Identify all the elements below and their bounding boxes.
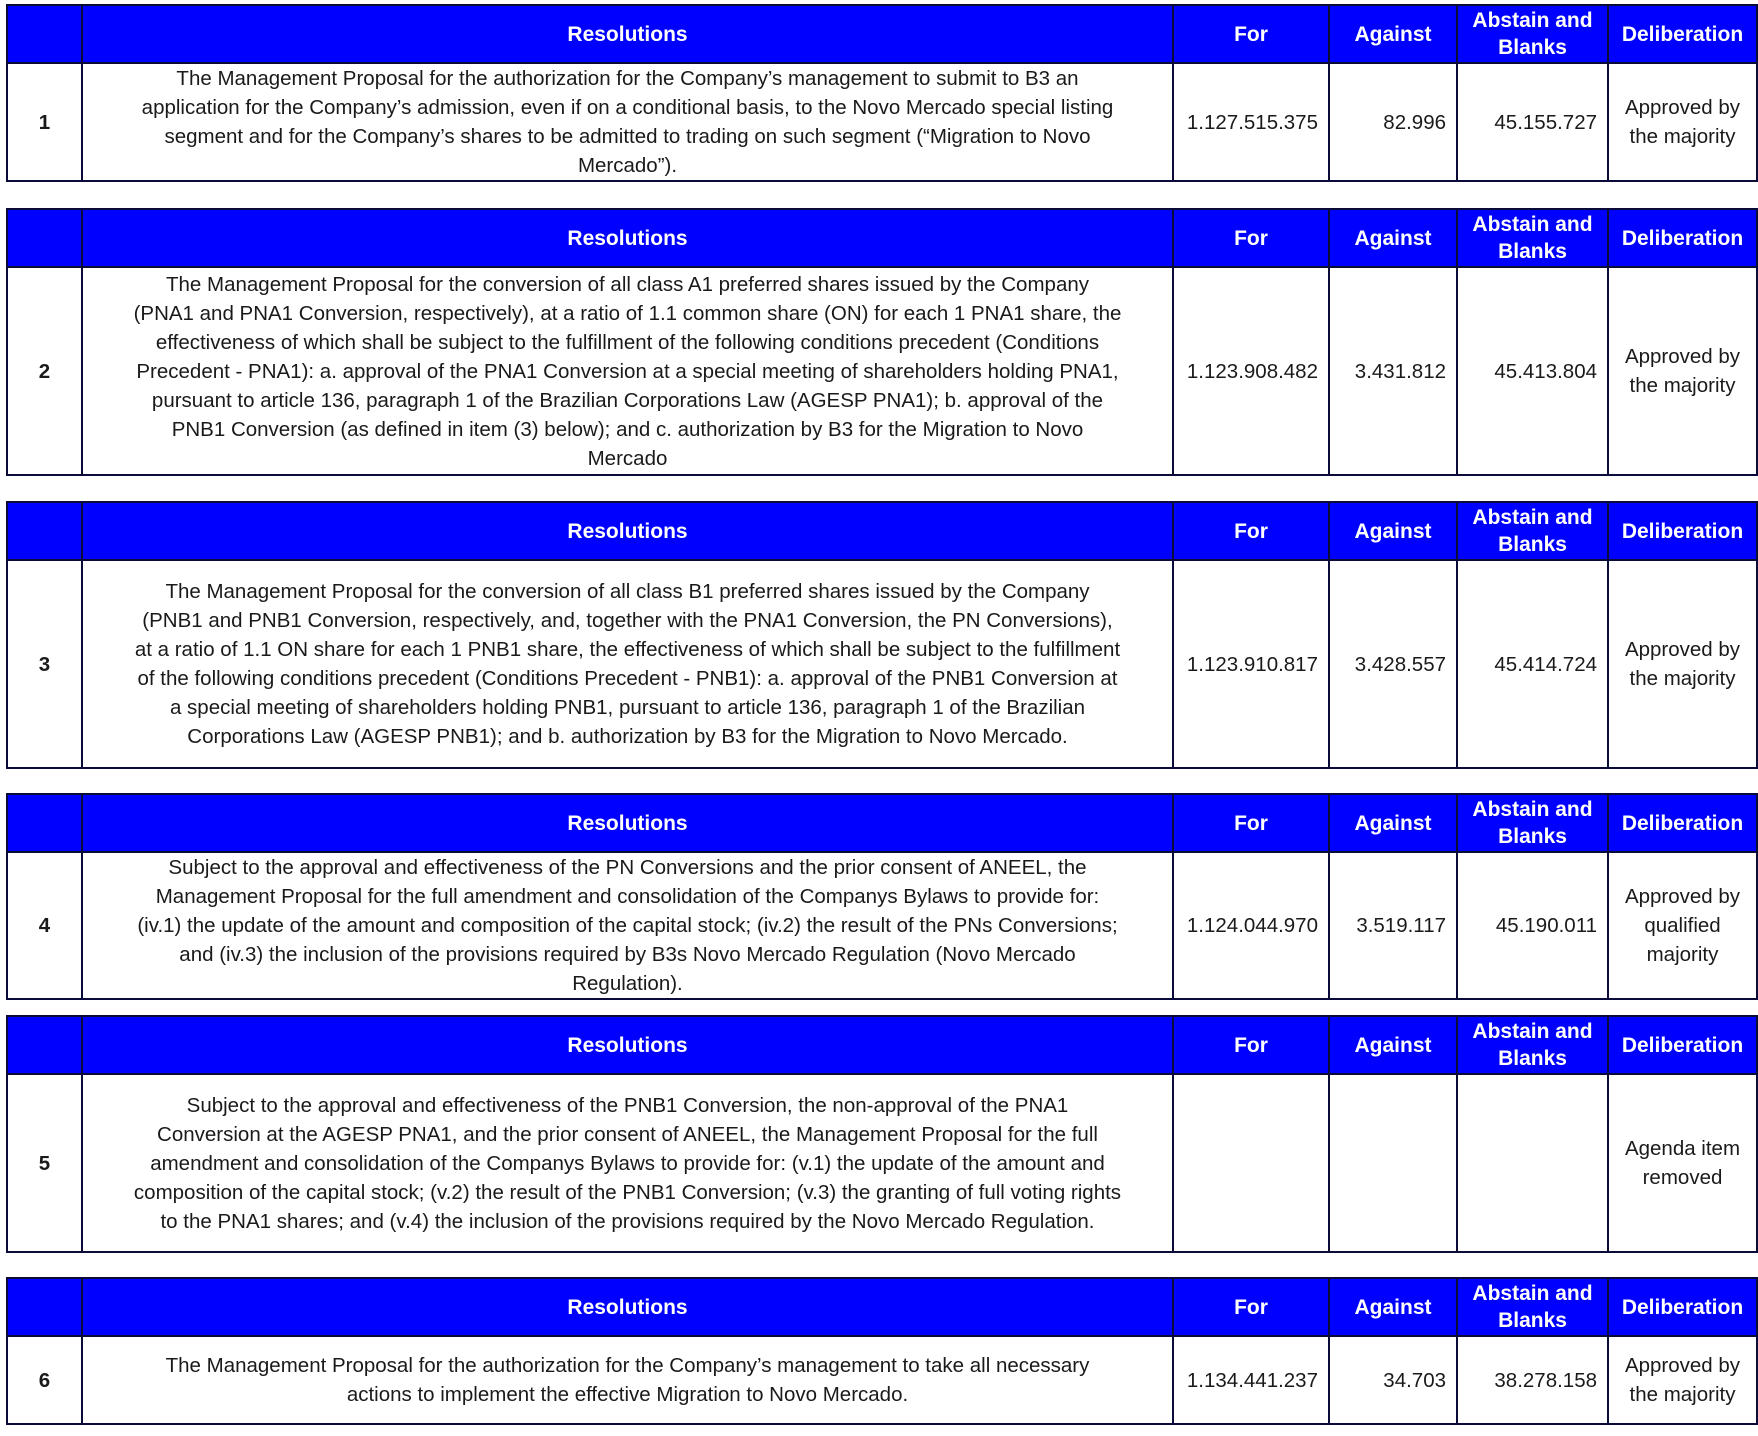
header-number xyxy=(7,1016,82,1074)
deliberation-result: Agenda item removed xyxy=(1608,1074,1757,1252)
header-against: Against xyxy=(1329,1278,1457,1336)
resolution-text: Subject to the approval and effectiveness of the PN Conversions and the prior consent of ANEEL, the Management Proposal for the full amendment and consolidation of the Companys Bylaws to provide for: (iv.1) the update of the amount and composition of the capital stock; (iv.2) the result of the PNs Conversions; and (iv.3) the inclusion of the provisions required by B3s Novo Mercado Regulation (Novo Mercado Regulation). xyxy=(82,852,1173,999)
header-resolutions: Resolutions xyxy=(82,502,1173,560)
votes-abstain xyxy=(1457,1074,1608,1252)
resolution-block-1 xyxy=(6,4,1756,182)
resolution-text: The Management Proposal for the conversion of all class A1 preferred shares issued by the Company (PNA1 and PNA1 Conversion, respectively), at a ratio of 1.1 common share (ON) for each 1 PNA1 share, the effectiveness of which shall be subject to the fulfillment of the following conditions precedent (Conditions Precedent - PNA1): a. approval of the PNA1 Conversion at a special meeting of shareholders holding PNA1, pursuant to article 136, paragraph 1 of the Brazilian Corporations Law (AGESP PNA1); b. approval of the PNB1 Conversion (as defined in item (3) below); and c. authorization by B3 for the Migration to Novo Mercado xyxy=(82,267,1173,475)
header-resolutions: Resolutions xyxy=(82,5,1173,63)
votes-for: 1.134.441.237 xyxy=(1173,1336,1329,1424)
votes-abstain: 45.414.724 xyxy=(1457,560,1608,768)
header-resolutions: Resolutions xyxy=(82,1016,1173,1074)
header-deliberation: Deliberation xyxy=(1608,794,1757,852)
votes-for: 1.123.908.482 xyxy=(1173,267,1329,475)
resolution-number: 4 xyxy=(7,852,82,999)
header-abstain: Abstain and Blanks xyxy=(1457,1016,1608,1074)
votes-abstain: 45.155.727 xyxy=(1457,63,1608,181)
deliberation-result: Approved by the majority xyxy=(1608,63,1757,181)
header-number xyxy=(7,502,82,560)
header-number xyxy=(7,1278,82,1336)
votes-against: 3.431.812 xyxy=(1329,267,1457,475)
header-abstain: Abstain and Blanks xyxy=(1457,209,1608,267)
votes-against: 3.428.557 xyxy=(1329,560,1457,768)
resolution-block-5 xyxy=(6,1015,1756,1253)
votes-abstain: 38.278.158 xyxy=(1457,1336,1608,1424)
header-number xyxy=(7,209,82,267)
header-abstain: Abstain and Blanks xyxy=(1457,794,1608,852)
resolution-row xyxy=(7,1336,1757,1424)
header-deliberation: Deliberation xyxy=(1608,1016,1757,1074)
header-against: Against xyxy=(1329,502,1457,560)
header-for: For xyxy=(1173,794,1329,852)
header-against: Against xyxy=(1329,1016,1457,1074)
resolution-number: 1 xyxy=(7,63,82,181)
resolution-number: 2 xyxy=(7,267,82,475)
header-against: Against xyxy=(1329,209,1457,267)
header-deliberation: Deliberation xyxy=(1608,502,1757,560)
header-for: For xyxy=(1173,209,1329,267)
resolution-row xyxy=(7,63,1757,181)
resolution-text: The Management Proposal for the conversion of all class B1 preferred shares issued by the Company (PNB1 and PNB1 Conversion, respectively, and, together with the PNA1 Conversion, the PN Conversions), at a ratio of 1.1 ON share for each 1 PNB1 share, the effectiveness of which shall be subject to the fulfillment of the following conditions precedent (Conditions Precedent - PNB1): a. approval of the PNB1 Conversion at a special meeting of shareholders holding PNB1, pursuant to article 136, paragraph 1 of the Brazilian Corporations Law (AGESP PNB1); and b. authorization by B3 for the Migration to Novo Mercado. xyxy=(82,560,1173,768)
header-for: For xyxy=(1173,5,1329,63)
header-deliberation: Deliberation xyxy=(1608,1278,1757,1336)
resolution-text: Subject to the approval and effectiveness of the PNB1 Conversion, the non-approval of the PNA1 Conversion at the AGESP PNA1, and the prior consent of ANEEL, the Management Proposal for the full amendment and consolidation of the Companys Bylaws to provide for: (v.1) the update of the amount and composition of the capital stock; (v.2) the result of the PNB1 Conversion; (v.3) the granting of full voting rights to the PNA1 shares; and (v.4) the inclusion of the provisions required by the Novo Mercado Regulation. xyxy=(82,1074,1173,1252)
resolution-row xyxy=(7,1074,1757,1252)
resolution-row xyxy=(7,852,1757,999)
header-for: For xyxy=(1173,502,1329,560)
deliberation-result: Approved by qualified majority xyxy=(1608,852,1757,999)
resolution-number: 6 xyxy=(7,1336,82,1424)
votes-abstain: 45.413.804 xyxy=(1457,267,1608,475)
resolution-text: The Management Proposal for the authorization for the Company’s management to take all necessary actions to implement the effective Migration to Novo Mercado. xyxy=(82,1336,1173,1424)
resolution-row xyxy=(7,560,1757,768)
header-deliberation: Deliberation xyxy=(1608,5,1757,63)
resolution-row xyxy=(7,267,1757,475)
header-resolutions: Resolutions xyxy=(82,209,1173,267)
header-number xyxy=(7,5,82,63)
resolution-text: The Management Proposal for the authorization for the Company’s management to submit to B3 an application for the Company’s admission, even if on a conditional basis, to the Novo Mercado special listing segment and for the Company’s shares to be admitted to trading on such segment (“Migration to Novo Mercado”). xyxy=(82,63,1173,181)
resolution-block-3 xyxy=(6,501,1756,769)
votes-against: 82.996 xyxy=(1329,63,1457,181)
votes-against: 34.703 xyxy=(1329,1336,1457,1424)
votes-for: 1.124.044.970 xyxy=(1173,852,1329,999)
votes-for: 1.127.515.375 xyxy=(1173,63,1329,181)
votes-for xyxy=(1173,1074,1329,1252)
votes-against: 3.519.117 xyxy=(1329,852,1457,999)
votes-for: 1.123.910.817 xyxy=(1173,560,1329,768)
deliberation-result: Approved by the majority xyxy=(1608,267,1757,475)
header-resolutions: Resolutions xyxy=(82,1278,1173,1336)
header-for: For xyxy=(1173,1016,1329,1074)
header-abstain: Abstain and Blanks xyxy=(1457,5,1608,63)
resolution-number: 5 xyxy=(7,1074,82,1252)
deliberation-result: Approved by the majority xyxy=(1608,1336,1757,1424)
header-against: Against xyxy=(1329,794,1457,852)
header-abstain: Abstain and Blanks xyxy=(1457,502,1608,560)
header-for: For xyxy=(1173,1278,1329,1336)
header-resolutions: Resolutions xyxy=(82,794,1173,852)
header-abstain: Abstain and Blanks xyxy=(1457,1278,1608,1336)
resolution-block-6 xyxy=(6,1277,1756,1425)
votes-abstain: 45.190.011 xyxy=(1457,852,1608,999)
header-deliberation: Deliberation xyxy=(1608,209,1757,267)
resolution-number: 3 xyxy=(7,560,82,768)
resolution-block-4 xyxy=(6,793,1756,1000)
deliberation-result: Approved by the majority xyxy=(1608,560,1757,768)
votes-against xyxy=(1329,1074,1457,1252)
resolution-block-2 xyxy=(6,208,1756,476)
header-number xyxy=(7,794,82,852)
header-against: Against xyxy=(1329,5,1457,63)
